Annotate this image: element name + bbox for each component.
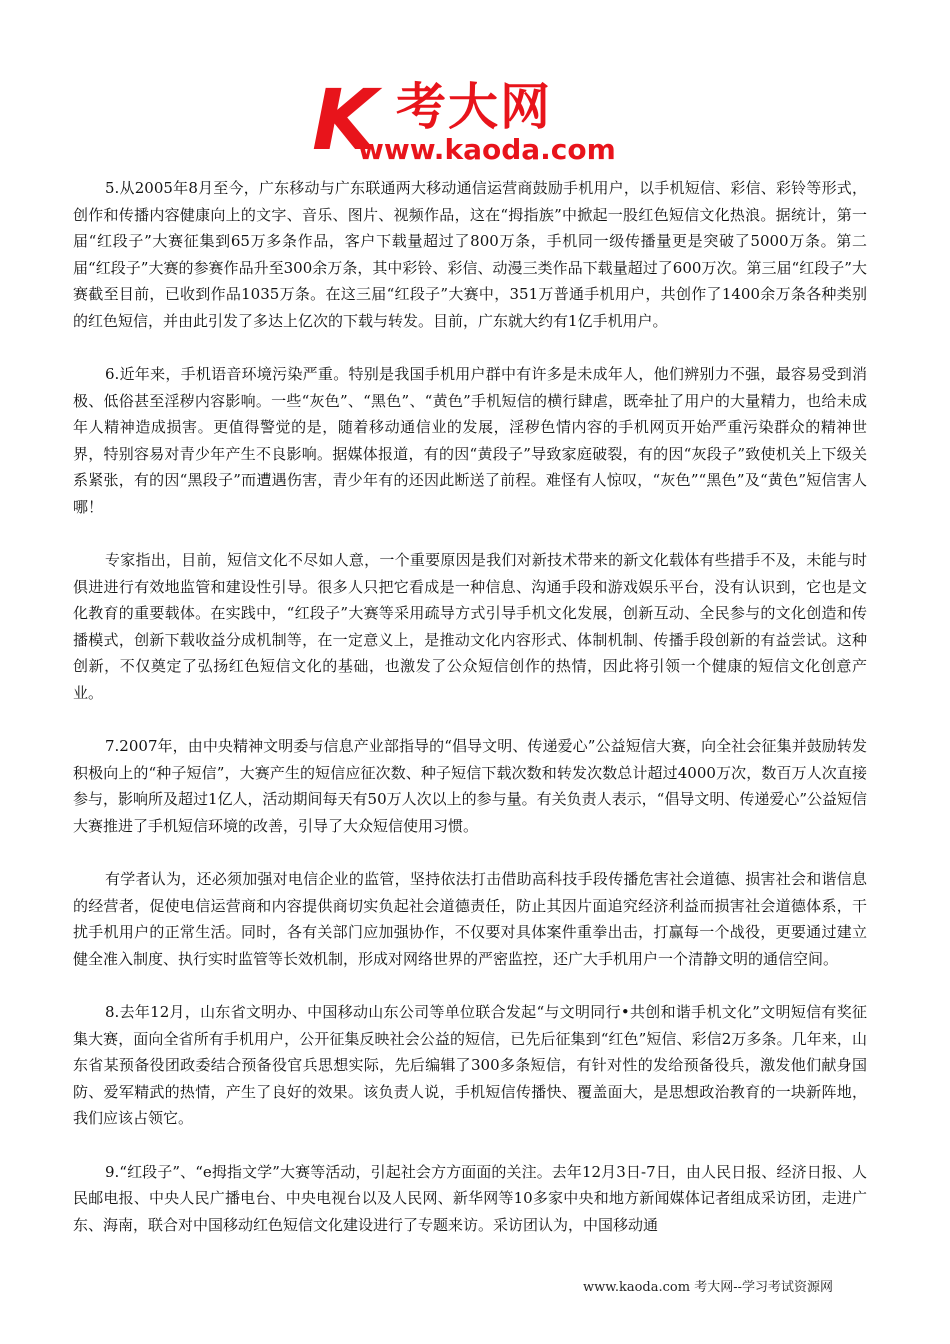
paragraph-5: 5.从2005年8月至今，广东移动与广东联通两大移动通信运营商鼓励手机用户，以手机短信、彩信、彩铃等形式，创作和传播内容健康向上的文字、音乐、图片、视频作品，这在“拇指族”中掀起一股红色短信文化热浪。据统计，第一届“红段子”大赛征集到65万多条作品，客户下载量超过了800万条，手机同一级传播量更是突破了5000万条。第二届“红段子”大赛的参赛作品升至300余万条，其中彩铃、彩信、动漫三类作品下载量超过了600万次。第三届“红段子”大赛截至目前，已收到作品1035万条。在这三届“红段子”大赛中，351万普通手机用户，共创作了1400余万条各种类别的红色短信，并由此引发了多达上亿次的下载与转发。目前，广东就大约有1亿手机用户。 [73, 179, 867, 330]
page-footer: www.kaoda.com 考大网--学习考试资源网 [583, 1280, 833, 1295]
logo-url: www.kaoda.com [358, 133, 616, 166]
paragraph-7: 7.2007年，由中央精神文明委与信息产业部指导的“倡导文明、传递爱心”公益短信大赛，向全社会征集并鼓励转发积极向上的“种子短信”，大赛产生的短信应征次数、种子短信下载次数和转发次数总计超过4000万次，数百万人次直接参与，影响所及超过1亿人，活动期间每天有50万人次以上的参与量。有关负责人表示，“倡导文明、传递爱心”公益短信大赛推进了手机短信环境的改善，引导了大众短信使用习惯。 [73, 737, 867, 835]
kaoda-logo [312, 71, 616, 169]
paragraph-expert: 专家指出，目前，短信文化不尽如人意，一个重要原因是我们对新技术带来的新文化载体有些措手不及，未能与时俱进进行有效地监管和建设性引导。很多人只把它看成是一种信息、沟通手段和游戏娱乐平台，没有认识到，它也是文化教育的重要载体。在实践中，“红段子”大赛等采用疏导方式引导手机文化发展，创新互动、全民参与的文化创造和传播模式，创新下载收益分成机制等，在一定意义上，是推动文化内容形式、体制机制、传播手段创新的有益尝试。这种创新，不仅奠定了弘扬红色短信文化的基础，也激发了公众短信创作的热情，因此将引领一个健康的短信文化创意产业。 [73, 551, 867, 702]
logo-k-mark: K [312, 71, 374, 169]
paragraph-scholar: 有学者认为，还必须加强对电信企业的监管，坚持依法打击借助高科技手段传播危害社会道德、损害社会和谐信息的经营者，促使电信运营商和内容提供商切实负起社会道德责任，防止其因片面追究经济利益而损害社会道德体系，干扰手机用户的正常生活。同时，各有关部门应加强协作，不仅要对具体案件重拳出击，打赢每一个战役，更要通过建立健全准入制度、执行实时监管等长效机制，形成对网络世界的严密监控，还广大手机用户一个清静文明的通信空间。 [73, 870, 867, 968]
document-body [73, 175, 867, 1265]
paragraph-9: 9.“红段子”、“e拇指文学”大赛等活动，引起社会方方面面的关注。去年12月3日-7日，由人民日报、经济日报、人民邮电报、中央人民广播电台、中央电视台以及人民网、新华网等10多家中央和地方新闻媒体记者组成采访团，走进广东、海南，联合对中国移动红色短信文化建设进行了专题来访。采访团认为，中国移动通 [73, 1162, 867, 1234]
logo-site-name: 考大网 [396, 78, 552, 136]
paragraph-8: 8.去年12月，山东省文明办、中国移动山东公司等单位联合发起“与文明同行•共创和谐手机文化”文明短信有奖征集大赛，面向全省所有手机用户，公开征集反映社会公益的短信，已先后征集到“红色”短信、彩信2万多条。几年来，山东省某预备役团政委结合预备役官兵思想实际，先后编辑了300多条短信，有针对性的发给预备役兵，激发他们献身国防、爱军精武的热情，产生了良好的效果。该负责人说，手机短信传播快、覆盖面大，是思想政治教育的一块新阵地，我们应该占领它。 [73, 1003, 867, 1127]
paragraph-6: 6.近年来，手机语音环境污染严重。特别是我国手机用户群中有许多是未成年人，他们辨别力不强，最容易受到消极、低俗甚至淫秽内容影响。一些“灰色”、“黑色”、“黄色”手机短信的横行肆虐，既牵扯了用户的大量精力，也给未成年人精神造成损害。更值得警觉的是，随着移动通信业的发展，淫秽色情内容的手机网页开始严重污染群众的精神世界，特别容易对青少年产生不良影响。据媒体报道，有的因“黄段子”导致家庭破裂，有的因“灰段子”致使机关上下级关系紧张，有的因“黑段子”而遭遇伤害，青少年有的还因此断送了前程。难怪有人惊叹，“灰色”“黑色”及“黄色”短信害人哪！ [73, 365, 867, 516]
